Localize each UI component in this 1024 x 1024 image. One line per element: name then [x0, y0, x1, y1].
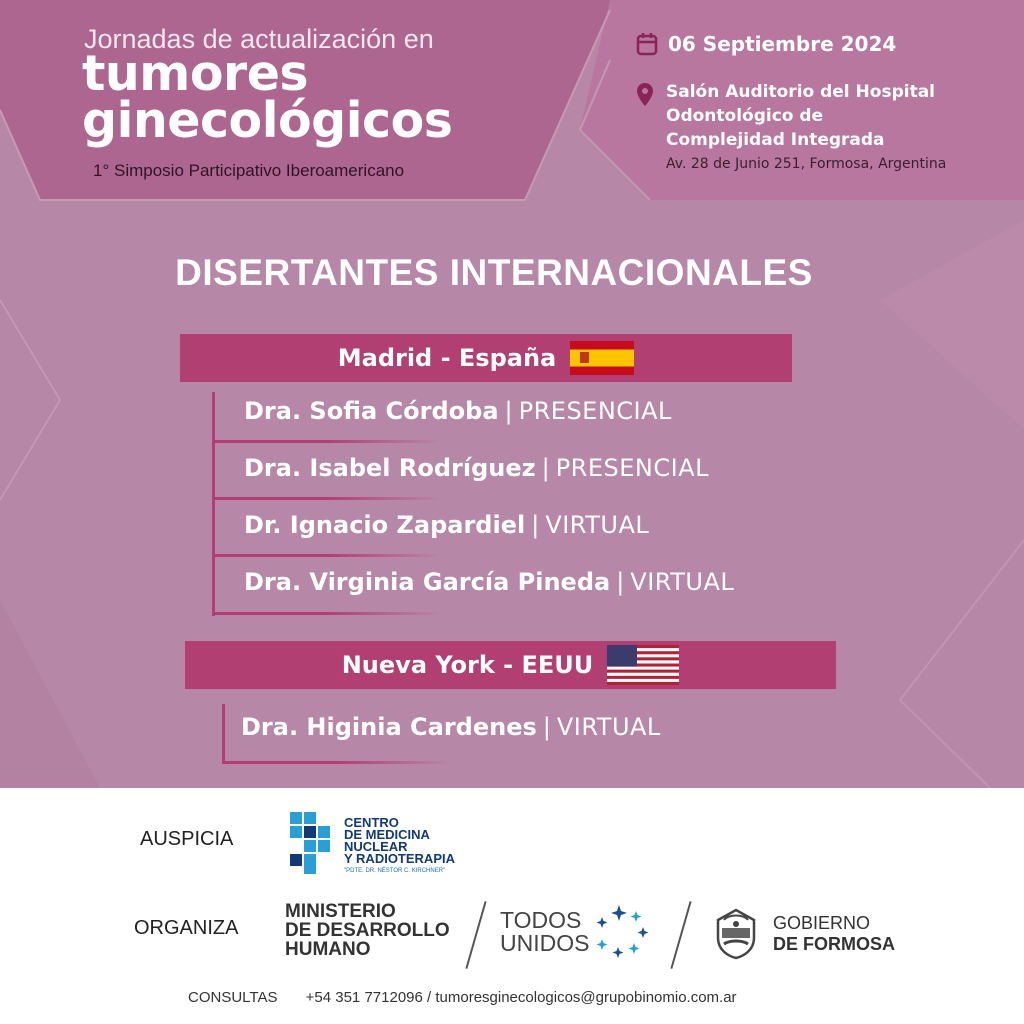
speaker-item: [244, 568, 734, 596]
speaker-separator: |: [504, 397, 513, 425]
event-venue: [636, 80, 946, 172]
spain-flag-icon: [570, 341, 634, 375]
speaker-name: Dr. Ignacio Zapardiel: [244, 511, 526, 539]
ministerio-line: MINISTERIO: [285, 901, 396, 922]
tree-connector: [222, 704, 225, 764]
ministerio-line: DE DESARROLLO: [285, 920, 450, 941]
speaker-item: [244, 454, 709, 482]
speaker-item: [241, 713, 661, 741]
venue-address: Av. 28 de Junio 251, Formosa, Argentina: [666, 156, 947, 172]
consultas-label: CONSULTAS: [188, 989, 278, 1006]
cmn-logo-subtitle: "PDTE. DR. NÉSTOR C. KIRCHNER": [344, 868, 446, 874]
speaker-separator: |: [542, 713, 551, 741]
tree-connector: [212, 612, 442, 615]
contact-line: [188, 989, 737, 1006]
gobierno-line: GOBIERNO: [773, 913, 871, 933]
tree-connector: [212, 392, 215, 616]
gobierno-formosa-logo: [773, 913, 895, 955]
event-subtitle: 1° Simposio Participativo Iberoamericano: [93, 161, 405, 180]
venue-name: Complejidad Integrada: [666, 130, 885, 150]
calendar-icon: [636, 32, 658, 56]
cmn-logo-line: Y RADIOTERAPIA: [344, 851, 455, 866]
date-text: 06 Septiembre 2024: [668, 32, 897, 56]
venue-details: [666, 80, 946, 172]
event-title-top: Jornadas de actualización en: [84, 24, 434, 54]
speaker-separator: |: [531, 511, 540, 539]
venue-name: Odontológico de: [666, 106, 824, 126]
divider: [670, 901, 691, 969]
event-title-line: tumores: [82, 45, 309, 102]
location-pin-icon: [636, 82, 654, 108]
event-title-main: [82, 45, 453, 149]
ministerio-logo: [285, 902, 450, 959]
tree-connector: [212, 440, 442, 443]
stars-ring-icon: [588, 903, 650, 959]
section-heading: DISERTANTES INTERNACIONALES: [175, 252, 813, 293]
cmn-logo-line: DE MEDICINA: [344, 827, 430, 842]
venue-name: Salón Auditorio del Hospital: [666, 82, 936, 102]
organiza-label: ORGANIZA: [134, 917, 239, 939]
speaker-mode: VIRTUAL: [556, 713, 661, 741]
cmn-logo-text: [344, 817, 455, 865]
formosa-coat-of-arms-icon: [712, 906, 760, 960]
location-label: Nueva York - EEUU: [341, 651, 594, 679]
speaker-mode: PRESENCIAL: [518, 397, 672, 425]
event-title-line: ginecológicos: [82, 92, 453, 149]
speaker-item: [244, 397, 672, 425]
ministerio-line: HUMANO: [285, 939, 371, 960]
tree-connector: [212, 554, 442, 557]
todos-unidos-line: TODOS: [500, 907, 582, 933]
speaker-separator: |: [541, 454, 550, 482]
speaker-mode: VIRTUAL: [630, 568, 735, 596]
location-bar-new-york: [185, 641, 836, 689]
divider: [465, 901, 486, 969]
speaker-mode: VIRTUAL: [545, 511, 650, 539]
gobierno-line: DE FORMOSA: [773, 934, 896, 954]
speaker-name: Dra. Higinia Cardenes: [241, 713, 537, 741]
location-label: Madrid - España: [337, 344, 557, 372]
speaker-name: Dra. Isabel Rodríguez: [244, 454, 536, 482]
speaker-name: Dra. Virginia García Pineda: [244, 568, 611, 596]
tree-connector: [222, 761, 452, 764]
speaker-separator: |: [616, 568, 625, 596]
cmn-logo-line: NUCLEAR: [344, 839, 408, 854]
todos-unidos-logo: [500, 909, 589, 955]
todos-unidos-line: UNIDOS: [500, 930, 590, 956]
usa-flag-icon: [607, 645, 679, 685]
location-bar-madrid: [180, 334, 792, 382]
speaker-mode: PRESENCIAL: [555, 454, 709, 482]
speaker-item: [244, 511, 649, 539]
tree-connector: [212, 497, 442, 500]
event-date: [636, 32, 896, 56]
cmn-logo-icon: [288, 812, 336, 876]
auspicia-label: AUSPICIA: [140, 828, 234, 850]
cmn-logo-line: CENTRO: [344, 815, 399, 830]
contact-info: +54 351 7712096 / tumoresginecologicos@grupobinomio.com.ar: [305, 989, 737, 1006]
speaker-name: Dra. Sofia Córdoba: [244, 397, 499, 425]
